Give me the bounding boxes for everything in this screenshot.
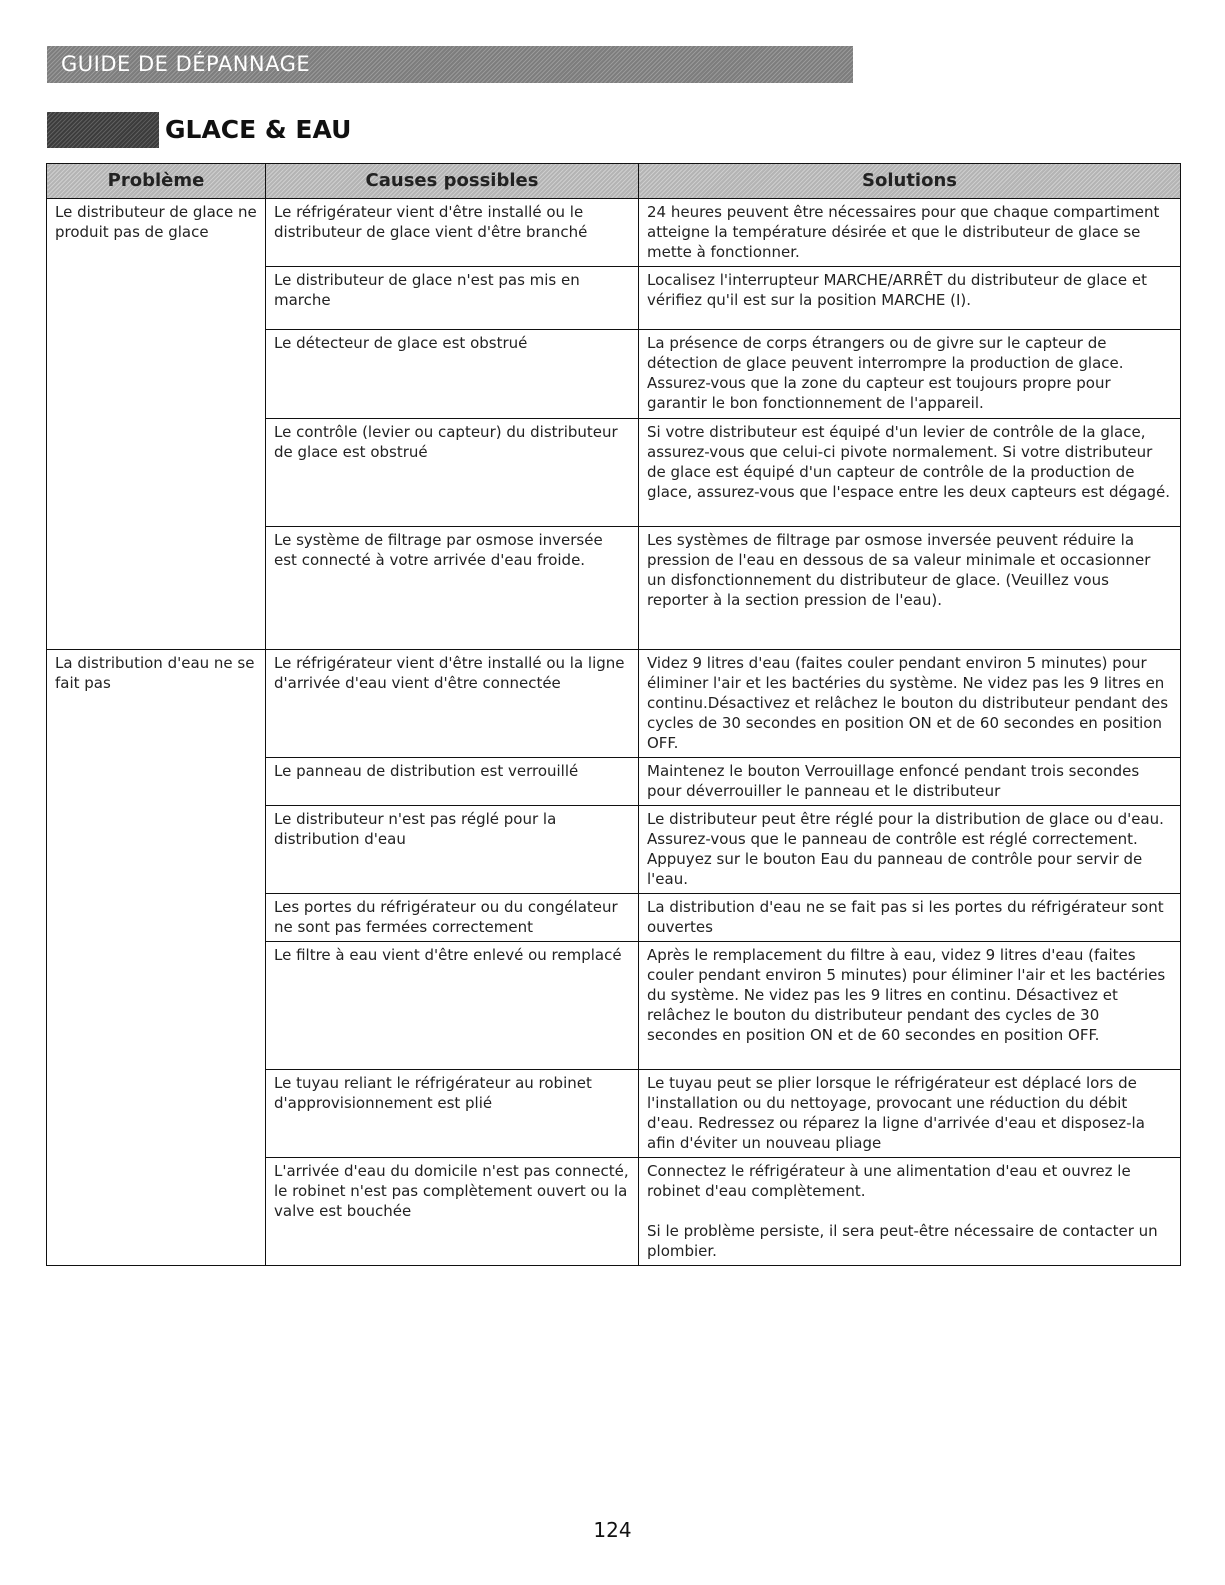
solution-cell: La distribution d'eau ne se fait pas si les portes du réfrigérateur sont ouvertes <box>639 894 1181 942</box>
solution-cell: Si votre distributeur est équipé d'un levier de contrôle de la glace, assurez-vous que celui-ci pivote normalement. Si votre distributeur de glace est équipé d'un capteur de contrôle de la production de glace, assurez-vous que l'espace entre les deux capteurs est dégagé. <box>639 419 1181 527</box>
solution-cell: 24 heures peuvent être nécessaires pour que chaque compartiment atteigne la température désirée et que le distributeur de glace se mette à fonctionner. <box>639 199 1181 267</box>
header-problem: Problème <box>47 164 266 199</box>
cause-cell: Le réfrigérateur vient d'être installé ou le distributeur de glace vient d'être branché <box>266 199 639 267</box>
cause-cell: L'arrivée d'eau du domicile n'est pas connecté, le robinet n'est pas complètement ouvert ou la valve est bouchée <box>266 1158 639 1266</box>
solution-cell: Le distributeur peut être réglé pour la distribution de glace ou d'eau. Assurez-vous que le panneau de contrôle est réglé correctement. Appuyez sur le bouton Eau du panneau de contrôle pour servir de l'eau. <box>639 806 1181 894</box>
table-header-row <box>47 164 1181 199</box>
troubleshooting-table <box>46 163 1181 1266</box>
cause-cell: Le distributeur de glace n'est pas mis en marche <box>266 267 639 330</box>
solution-text: Connectez le réfrigérateur à une alimentation d'eau et ouvrez le robinet d'eau complètement. <box>647 1162 1131 1200</box>
cause-cell: Le détecteur de glace est obstrué <box>266 330 639 419</box>
solution-cell: Après le remplacement du filtre à eau, videz 9 litres d'eau (faites couler pendant environ 5 minutes) pour éliminer l'air et les bactéries du système. Ne videz pas les 9 litres en continu. Désactivez et relâchez le bouton du distributeur pendant des cycles de 30 secondes en position ON et de 60 secondes en position OFF. <box>639 942 1181 1070</box>
table-row <box>47 650 1181 758</box>
header-causes: Causes possibles <box>266 164 639 199</box>
section-title: GLACE & EAU <box>165 115 352 144</box>
guide-banner <box>47 46 853 83</box>
problem-cell: La distribution d'eau ne se fait pas <box>47 650 266 1266</box>
cause-cell: Le contrôle (levier ou capteur) du distributeur de glace est obstrué <box>266 419 639 527</box>
header-solutions: Solutions <box>639 164 1181 199</box>
solution-cell: Videz 9 litres d'eau (faites couler pendant environ 5 minutes) pour éliminer l'air et les bactéries du système. Ne videz pas les 9 litres en continu.Désactivez et relâchez le bouton du distributeur pendant des cycles de 30 secondes en position ON et de 60 secondes en position OFF. <box>639 650 1181 758</box>
section-marker-block <box>47 112 159 148</box>
problem-cell: Le distributeur de glace ne produit pas de glace <box>47 199 266 650</box>
cause-cell: Les portes du réfrigérateur ou du congélateur ne sont pas fermées correctement <box>266 894 639 942</box>
cause-cell: Le filtre à eau vient d'être enlevé ou remplacé <box>266 942 639 1070</box>
cause-cell: Le système de filtrage par osmose inversée est connecté à votre arrivée d'eau froide. <box>266 527 639 650</box>
solution-cell: Localisez l'interrupteur MARCHE/ARRÊT du distributeur de glace et vérifiez qu'il est sur la position MARCHE (I). <box>639 267 1181 330</box>
cause-cell: Le panneau de distribution est verrouillé <box>266 758 639 806</box>
solution-cell: Les systèmes de filtrage par osmose inversée peuvent réduire la pression de l'eau en dessous de sa valeur minimale et occasionner un disfonctionnement du distributeur de glace. (Veuillez vous reporter à la section pression de l'eau). <box>639 527 1181 650</box>
cause-cell: Le réfrigérateur vient d'être installé ou la ligne d'arrivée d'eau vient d'être connectée <box>266 650 639 758</box>
solution-cell <box>639 1158 1181 1266</box>
solution-cell: Le tuyau peut se plier lorsque le réfrigérateur est déplacé lors de l'installation ou du nettoyage, provocant une réduction du débit d'eau. Redressez ou réparez la ligne d'arrivée d'eau et disposez-la afin d'éviter un nouveau pliage <box>639 1070 1181 1158</box>
solution-note: Si le problème persiste, il sera peut-être nécessaire de contacter un plombier. <box>647 1222 1158 1260</box>
page-number: 124 <box>593 1518 632 1542</box>
solution-cell: La présence de corps étrangers ou de givre sur le capteur de détection de glace peuvent interrompre la production de glace. Assurez-vous que la zone du capteur est toujours propre pour garantir le bon fonctionnement de l'appareil. <box>639 330 1181 419</box>
cause-cell: Le tuyau reliant le réfrigérateur au robinet d'approvisionnement est plié <box>266 1070 639 1158</box>
banner-title: GUIDE DE DÉPANNAGE <box>61 52 311 76</box>
solution-cell: Maintenez le bouton Verrouillage enfoncé pendant trois secondes pour déverrouiller le panneau et le distributeur <box>639 758 1181 806</box>
cause-cell: Le distributeur n'est pas réglé pour la distribution d'eau <box>266 806 639 894</box>
table-row <box>47 199 1181 267</box>
